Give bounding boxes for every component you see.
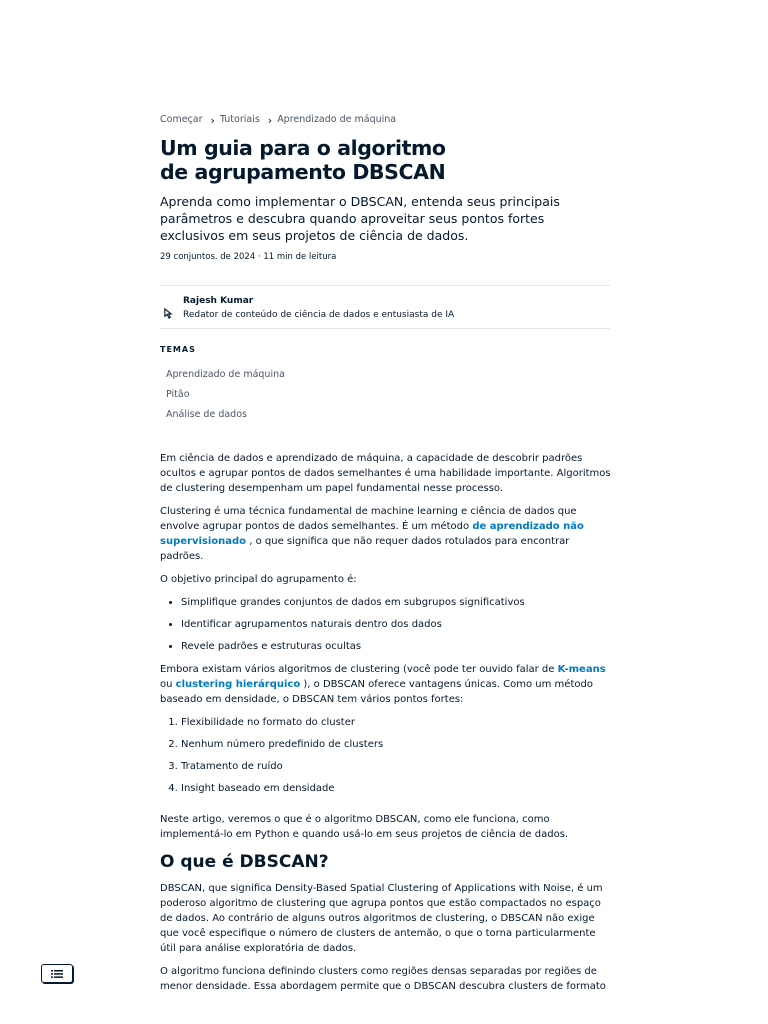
paragraph: Em ciência de dados e aprendizado de máquina, a capacidade de descobrir padrões ocultos e agrupar pontos de dados semelhantes é uma habilidade importante. Algoritmos de clustering desempenham um papel fundamental nesse processo. [160,453,611,494]
section-heading: O que é DBSCAN? [160,852,329,872]
paragraph: DBSCAN, que significa Density-Based Spatial Clustering of Applications with Noise, é um poderoso algoritmo de clustering que agrupa pontos que estão compactados no espaço de dados. Ao contrário de alguns outros algoritmos de clustering, o DBSCAN não exige que você especifique o número de clusters de antemão, o que o torna particularmente útil para análise exploratória de dados. [160,883,603,954]
list-item: • Simplifique grandes conjuntos de dados em subgrupos significativos [181,595,612,610]
author-role: Redator de conteúdo de ciência de dados e entusiasta de IA [183,310,455,320]
chevron-right-icon: › [267,114,273,127]
bullet-list [160,595,612,654]
breadcrumb-link-machine-learning[interactable]: Aprendizado de máquina [277,114,397,125]
divider [160,285,610,286]
link-hierarchical-clustering[interactable]: clustering hierárquico [175,679,301,690]
link-unsupervised-learning[interactable]: de aprendizado não supervisionado [160,521,584,547]
paragraph: O objetivo principal do agrupamento é: [160,574,357,585]
list-icon [51,966,63,981]
author-name[interactable]: Rajesh Kumar [183,296,254,306]
breadcrumb-link-start[interactable]: Começar [160,114,203,125]
list-item: 3. Tratamento de ruído [181,759,612,774]
paragraph-text: Embora existam vários algoritmos de clustering (você pode ter ouvido falar de [160,664,555,675]
list-item: • Identificar agrupamentos naturais dentro dos dados [181,617,612,632]
page-subtitle: Aprenda como implementar o DBSCAN, entenda seus principais parâmetros e descubra quando aproveitar seus pontos fortes exclusivos em seus projetos de ciência de dados. [160,194,560,243]
list-item: • Revele padrões e estruturas ocultas [181,639,612,654]
divider [160,328,610,329]
paragraph-text: ), o DBSCAN oferece vantagens únicas. Como um método baseado em densidade, o DBSCAN tem vários pontos fortes: [160,679,593,705]
share-icon[interactable] [163,304,174,315]
list-item: 4. Insight baseado em densidade [181,781,612,796]
breadcrumb [160,113,396,126]
paragraph: O algoritmo funciona definindo clusters como regiões densas separadas por regiões de menor densidade. Essa abordagem permite que o DBSCAN descubra clusters de formato [160,966,606,992]
paragraph-text: Clustering é uma técnica fundamental de machine learning e ciência de dados que envolve agrupar pontos de dados semelhantes. É um método [160,506,577,532]
paragraph: Neste artigo, veremos o que é o algoritmo DBSCAN, como ele funciona, como implementá-lo em Python e quando usá-lo em seus projetos de ciência de dados. [160,814,569,840]
page-title [160,136,610,184]
article-body [160,451,612,1002]
topic-link-machine-learning[interactable]: Aprendizado de máquina [166,369,285,380]
list-item: 2. Nenhum número predefinido de clusters [181,737,612,752]
link-k-means[interactable]: K-means [557,664,606,675]
paragraph [160,662,612,707]
paragraph-text: , o que significa que não requer dados rotulados para encontrar padrões. [160,536,570,562]
topic-link-python[interactable]: Pitão [166,389,190,400]
table-of-contents-button[interactable] [41,964,73,983]
article-meta: 29 conjuntos. de 2024 · 11 min de leitura [160,252,337,262]
page-title-line-2: de agrupamento DBSCAN [160,160,446,184]
topic-link-data-analysis[interactable]: Análise de dados [166,409,247,420]
breadcrumb-link-tutorials[interactable]: Tutoriais [219,114,260,125]
paragraph-text: ou [160,679,173,690]
page-title-line-1: Um guia para o algoritmo [160,136,446,160]
chevron-right-icon: › [210,114,215,127]
topics-heading: TEMAS [160,345,196,354]
list-item: 1. Flexibilidade no formato do cluster [181,715,612,730]
author-block [160,296,610,324]
numbered-list [160,715,612,796]
paragraph [160,504,612,564]
